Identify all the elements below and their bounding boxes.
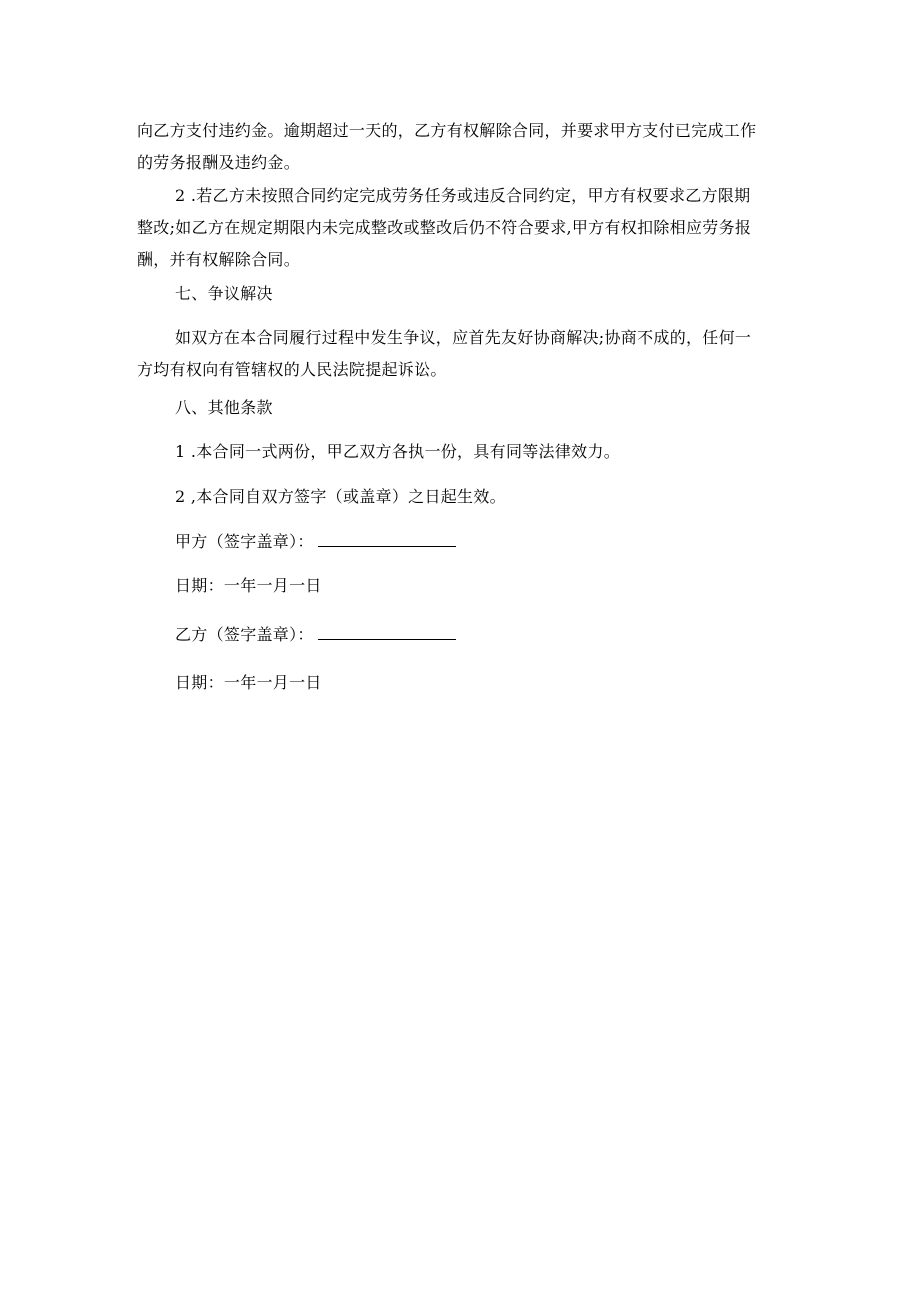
paragraph-clause-2 bbox=[137, 180, 787, 276]
party-b-label: 乙方（签字盖章）： bbox=[175, 625, 314, 644]
section-heading: 七、争议解决 bbox=[175, 284, 273, 303]
party-b-signature bbox=[137, 619, 787, 651]
text-line: 如双方在本合同履行过程中发生争议，应首先友好协商解决;协商不成的，任何一 bbox=[175, 328, 752, 347]
text-line: 1 .本合同一式两份，甲乙双方各执一份，具有同等法律效力。 bbox=[175, 442, 621, 461]
text-line: 酬，并有权解除合同。 bbox=[137, 250, 301, 269]
text-line: 向乙方支付违约金。逾期超过一天的，乙方有权解除合同，并要求甲方支付已完成工作 bbox=[137, 121, 757, 140]
section-heading: 八、其他条款 bbox=[175, 398, 273, 417]
text-line: 2 .若乙方未按照合同约定完成劳务任务或违反合同约定，甲方有权要求乙方限期 bbox=[175, 186, 751, 205]
party-a-signature bbox=[137, 526, 787, 558]
paragraph-penalty-overdue bbox=[137, 115, 787, 179]
clause-item-1 bbox=[137, 436, 787, 468]
text-line: 的劳务报酬及违约金。 bbox=[137, 153, 301, 172]
date-line: 日期：一年一月一日 bbox=[175, 673, 322, 692]
section-heading-dispute bbox=[137, 278, 787, 310]
date-line: 日期：一年一月一日 bbox=[175, 576, 322, 595]
clause-item-2 bbox=[137, 481, 787, 513]
signature-blank bbox=[318, 532, 456, 547]
paragraph-dispute-resolution bbox=[137, 322, 787, 386]
text-line: 整改;如乙方在规定期限内未完成整改或整改后仍不符合要求,甲方有权扣除相应劳务报 bbox=[137, 218, 752, 237]
section-heading-other-terms bbox=[137, 392, 787, 424]
party-b-date bbox=[137, 667, 787, 699]
signature-line bbox=[137, 619, 787, 651]
party-a-date bbox=[137, 570, 787, 602]
text-line: 方均有权向有管辖权的人民法院提起诉讼。 bbox=[137, 360, 447, 379]
signature-blank bbox=[318, 625, 456, 640]
text-line: 2 ,本合同自双方签字（或盖章）之日起生效。 bbox=[175, 487, 506, 506]
signature-line bbox=[137, 526, 787, 558]
party-a-label: 甲方（签字盖章）： bbox=[175, 532, 314, 551]
